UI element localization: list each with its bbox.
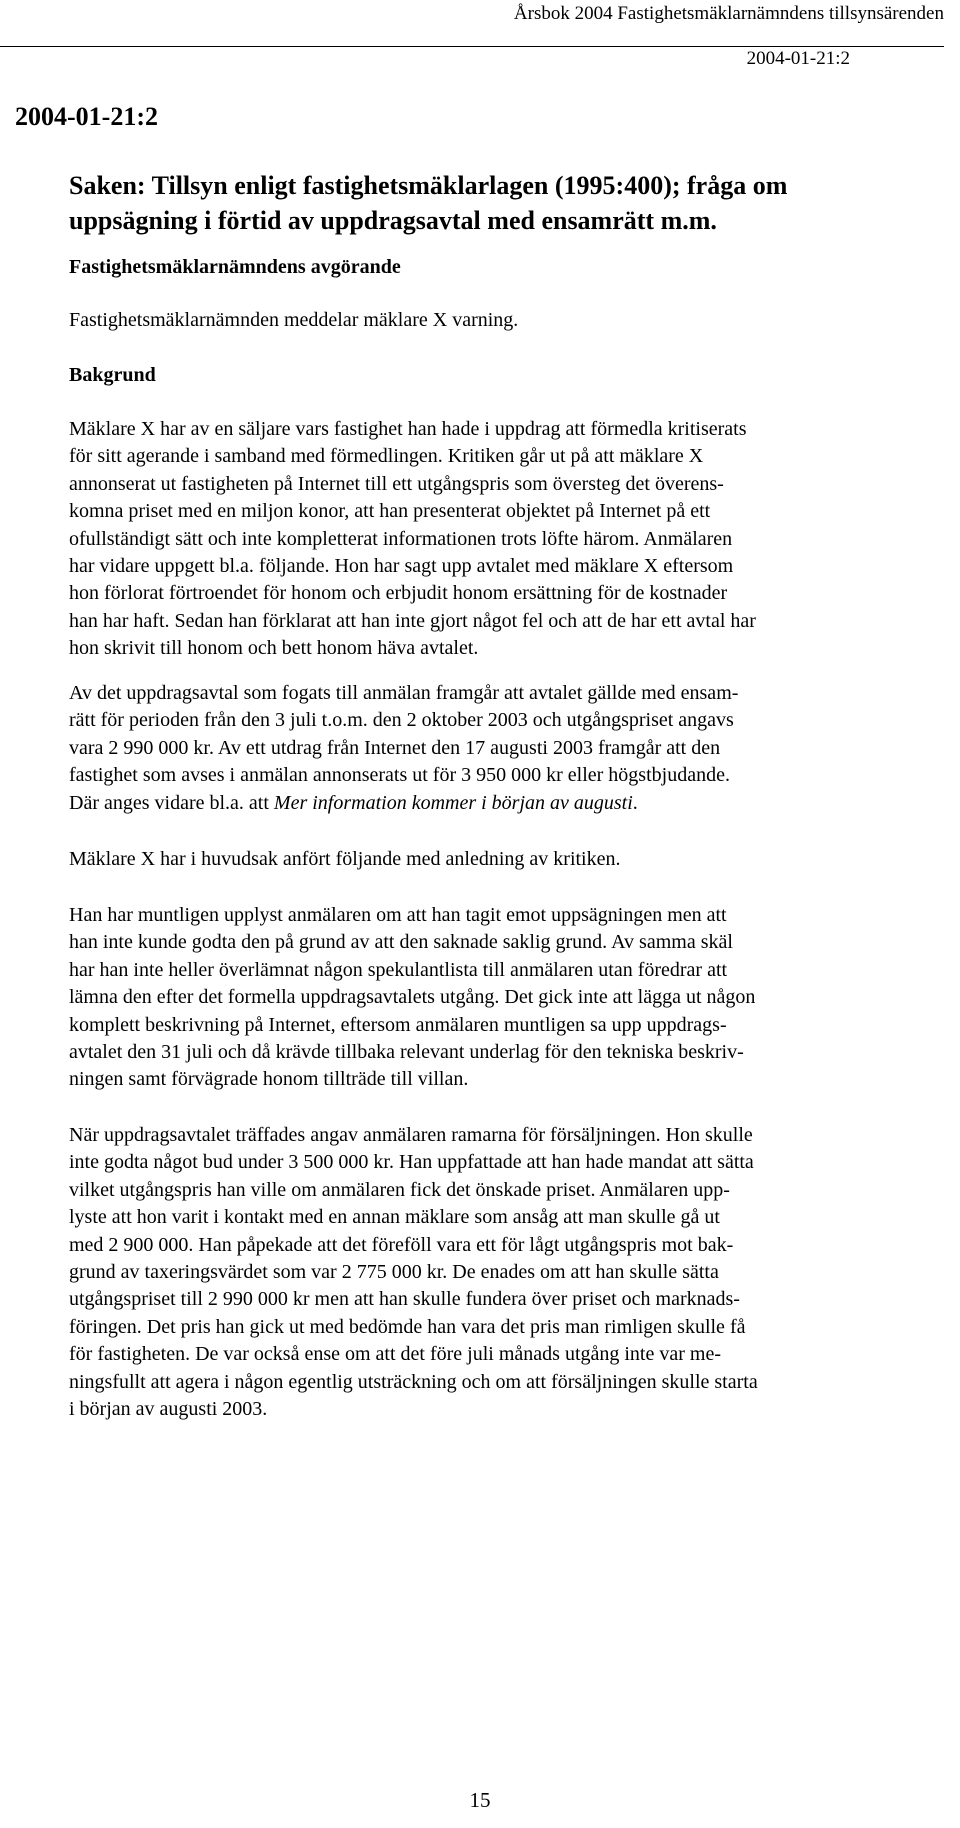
text-line: Mäklare X har av en säljare vars fastighet han hade i uppdrag att förmedla kritiserats (69, 418, 747, 440)
running-header-title: Årsbok 2004 Fastighetsmäklarnämndens tillsynsärenden (513, 3, 944, 24)
background-paragraph-3: Mäklare X har i huvudsak anfört följande med anledning av kritiken. (69, 848, 621, 870)
text-line: för sitt agerande i samband med förmedlingen. Kritiken går ut på att mäklare X (69, 445, 704, 468)
text-line: har han inte heller överlämnat någon spekulantlista till anmälaren utan föredrar att (69, 958, 728, 981)
background-heading: Bakgrund (69, 364, 156, 386)
case-reference: 2004-01-21:2 (15, 102, 158, 131)
text-line: avtalet den 31 juli och då krävde tillbaka relevant underlag för den tekniska beskriv- (69, 1041, 744, 1064)
text-line (69, 790, 839, 817)
case-reference-small: 2004-01-21:2 (746, 48, 850, 69)
decision-text: Fastighetsmäklarnämnden meddelar mäklare X varning. (69, 309, 519, 331)
text-fragment: . (632, 791, 638, 814)
text-line: lämna den efter det formella uppdragsavtalets utgång. Det gick inte att lägga ut någon (69, 986, 756, 1009)
text-line: komna priset med en miljon konor, att han presenterat objektet på Internet på ett (69, 500, 711, 523)
text-line: ningsfullt att agera i någon egentlig utsträckning och om att försäljningen skulle starta (69, 1370, 758, 1393)
text-line: vilket utgångspris han ville om anmälaren fick det önskade priset. Anmälaren upp- (69, 1178, 730, 1201)
text-line: ofullständigt sätt och inte kompletterat informationen trots löfte härom. Anmälaren (69, 527, 733, 550)
background-paragraph-1 (69, 416, 839, 663)
text-line: rätt för perioden från den 3 juli t.o.m. den 2 oktober 2003 och utgångspriset angavs (69, 709, 734, 732)
text-line: hon skrivit till honom och bett honom häva avtalet. (69, 637, 479, 660)
text-line: När uppdragsavtalet träffades angav anmälaren ramarna för försäljningen. Hon skulle (69, 1124, 753, 1146)
text-line: har vidare uppgett bl.a. följande. Hon har sagt upp avtalet med mäklare X eftersom (69, 555, 734, 578)
text-line: med 2 900 000. Han påpekade att det föreföll vara ett för lågt utgångspris mot bak- (69, 1233, 734, 1256)
text-line: ningen samt förvägrade honom tillträde till villan. (69, 1068, 469, 1091)
text-line: han inte kunde godta den på grund av att den saknade saklig grund. Av samma skäl (69, 931, 733, 954)
text-line: hon förlorat förtroendet för honom och erbjudit honom ersättning för de kostnader (69, 582, 728, 605)
text-line: vara 2 990 000 kr. Av ett utdrag från Internet den 17 augusti 2003 framgår att den (69, 736, 721, 759)
case-subject-line: Saken: Tillsyn enligt fastighetsmäklarlagen (1995:400); fråga om (69, 171, 788, 200)
text-line: Han har muntligen upplyst anmälaren om att han tagit emot uppsägningen men att (69, 904, 727, 926)
background-paragraph-2 (69, 680, 839, 817)
text-line: han har haft. Sedan han förklarat att han inte gjort något fel och att de har ett avtal har (69, 609, 756, 632)
text-line: utgångspriset till 2 990 000 kr men att han skulle fundera över priset och marknads- (69, 1288, 740, 1311)
page-number: 15 (469, 1788, 491, 1812)
text-line: komplett beskrivning på Internet, eftersom anmälaren muntligen sa upp uppdrags- (69, 1013, 727, 1036)
background-paragraph-5 (69, 1122, 839, 1423)
case-subject-line: uppsägning i förtid av uppdragsavtal med ensamrätt m.m. (69, 206, 717, 235)
text-line: fastighet som avses i anmälan annonserats ut för 3 950 000 kr eller högstbjudande. (69, 764, 730, 787)
background-paragraph-4 (69, 902, 839, 1094)
text-line: inte godta något bud under 3 500 000 kr. Han uppfattade att han hade mandat att sätta (69, 1151, 754, 1174)
text-line: Av det uppdragsavtal som fogats till anmälan framgår att avtalet gällde med ensam- (69, 682, 739, 704)
case-subject (69, 168, 869, 238)
text-line: i början av augusti 2003. (69, 1398, 268, 1421)
text-line: föringen. Det pris han gick ut med bedömde han vara det pris man rimligen skulle få (69, 1315, 746, 1338)
text-line: för fastigheten. De var också ense om att det före juli månads utgång inte var me- (69, 1343, 721, 1366)
text-line: grund av taxeringsvärdet som var 2 775 000 kr. De enades om att han skulle sätta (69, 1261, 719, 1284)
text-fragment: Där anges vidare bl.a. att (69, 791, 274, 814)
text-line: lyste att hon varit i kontakt med en annan mäklare som ansåg att man skulle gå ut (69, 1206, 720, 1229)
text-line: annonserat ut fastigheten på Internet till ett utgångspris som översteg det överens- (69, 472, 724, 495)
running-header (0, 0, 944, 47)
quoted-phrase: Mer information kommer i början av augusti (273, 791, 633, 814)
decision-heading: Fastighetsmäklarnämndens avgörande (69, 256, 401, 278)
